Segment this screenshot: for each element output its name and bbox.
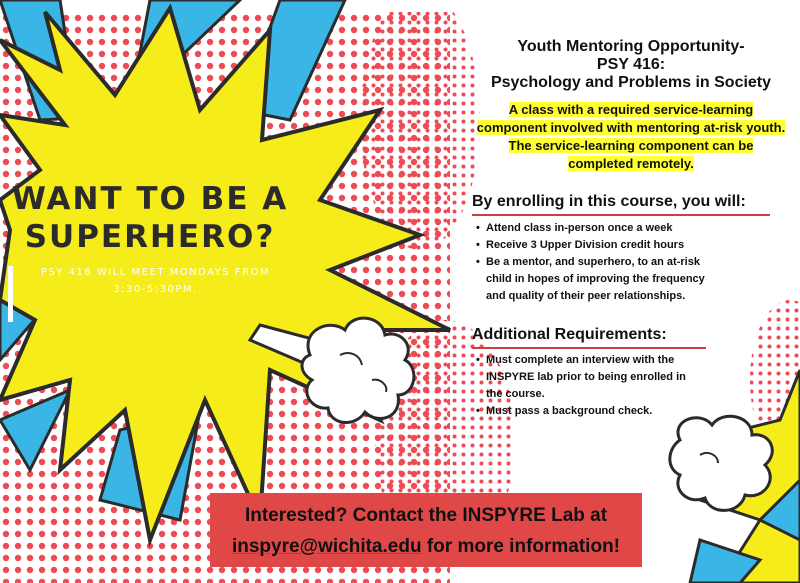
headline-line-1: WANT TO BE A: [11, 181, 289, 217]
requirements-list: [476, 352, 726, 420]
headline: [0, 180, 300, 256]
desc-line-1: A class with a required service-learning: [508, 102, 754, 117]
desc-line-4: completed remotely.: [568, 156, 694, 171]
headline-line-2: SUPERHERO?: [24, 219, 276, 255]
list-item: • Receive 3 Upper Division credit hours: [476, 237, 776, 254]
list-item: • Must complete an interview with the INSPYRE lab prior to being enrolled in the course.: [476, 352, 726, 403]
course-title: [446, 38, 800, 92]
enrolling-list: [476, 220, 776, 305]
requirements-rule: [472, 347, 706, 349]
contact-line-1: Interested? Contact the INSPYRE Lab at: [244, 505, 608, 526]
schedule-line-1: PSY 416 WILL MEET MONDAYS FROM: [40, 267, 271, 278]
contact-line-2: for more information!: [421, 536, 621, 557]
enrolling-heading: By enrolling in this course, you will:: [472, 193, 746, 210]
desc-line-2: component involved with mentoring at-risk youth.: [476, 120, 786, 135]
title-line-2: PSY 416:: [596, 56, 666, 73]
desc-line-3: The service-learning component can be: [508, 138, 754, 153]
contact-email-link[interactable]: inspyre@wichita.edu: [231, 536, 422, 557]
contact-text: [210, 500, 642, 562]
schedule-note: [18, 264, 293, 298]
title-line-3: Psychology and Problems in Society: [490, 74, 772, 91]
accent-bar: [8, 266, 13, 322]
title-line-1: Youth Mentoring Opportunity-: [517, 38, 745, 55]
schedule-line-2: 3:30-5:30PM.: [113, 284, 198, 295]
enrolling-rule: [472, 214, 770, 216]
requirements-heading: Additional Requirements:: [472, 326, 667, 343]
list-item: • Be a mentor, and superhero, to an at-risk child in hopes of improving the frequency and quality of their peer relationships.: [476, 254, 776, 305]
list-item: • Attend class in-person once a week: [476, 220, 776, 237]
course-description: [446, 101, 800, 173]
list-item: • Must pass a background check.: [476, 403, 726, 420]
